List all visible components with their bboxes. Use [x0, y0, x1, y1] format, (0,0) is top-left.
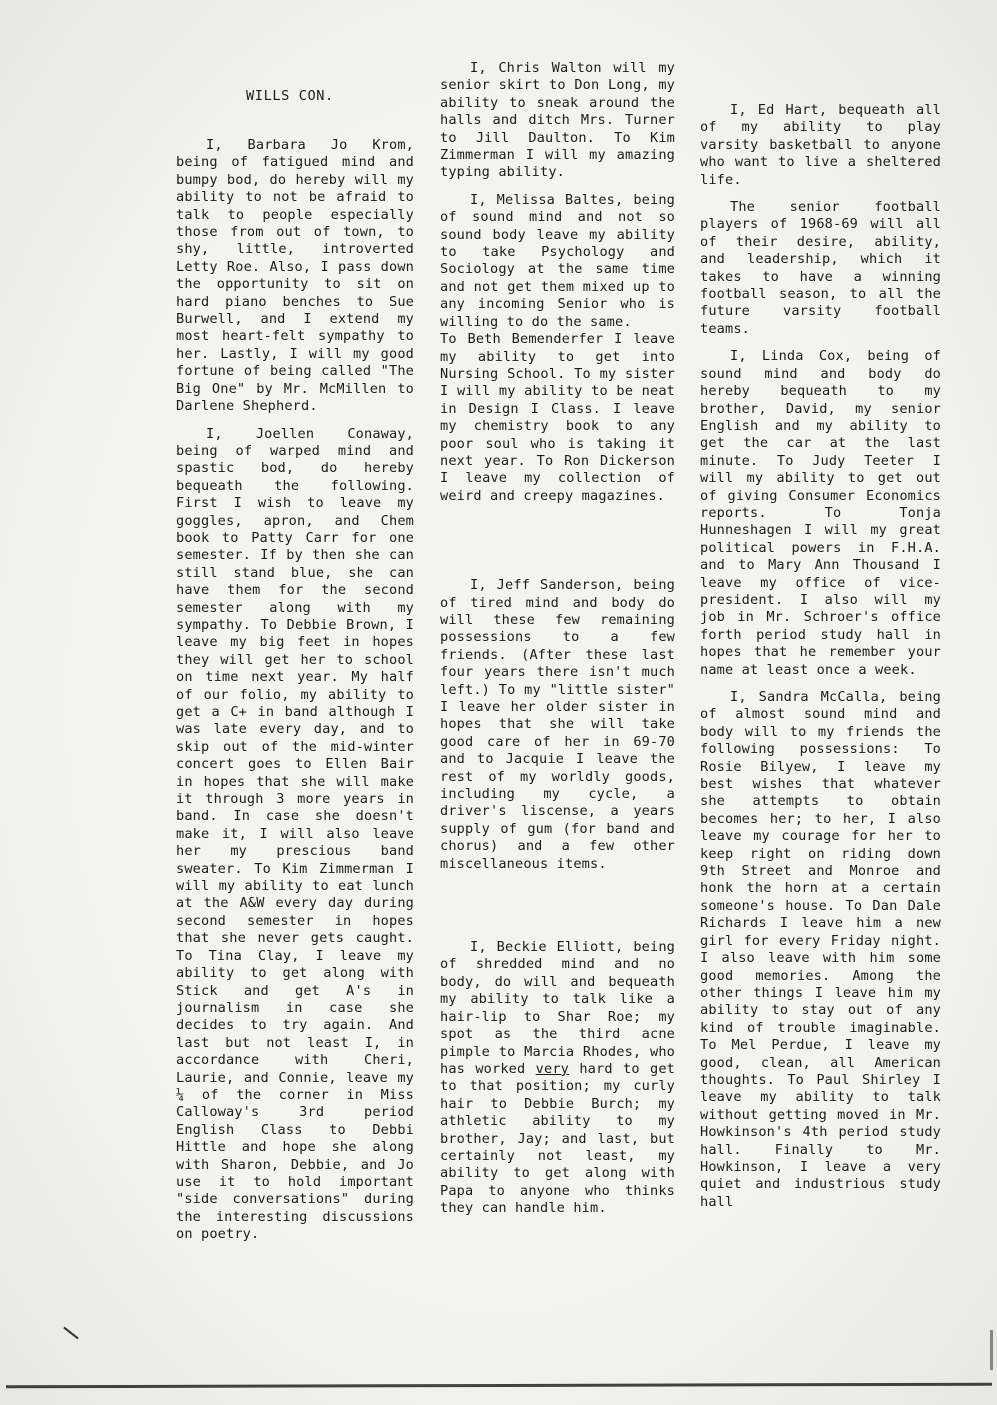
- will-sandra-mccalla: I, Sandra McCalla, being of almost sound mind and body will to my friends the following possessions: To Rosie Bilyew, I leave my best wishes that whatever she attempts to obtain becomes her; to her, I also leave my courage for her to keep right on riding down 9th Street and Monroe and honk the horn at a certain someone's house. To Dan Dale Richards I leave him a new girl for every Friday night. I also leave with him some good memories. Among the other things I leave him my ability to stay out of any kind of trouble imaginable. To Mel Perdue, I leave my good, clean, all American thoughts. To Paul Shirley I leave my ability to talk without getting moved in Mr. Howkinson's 4th period study hall. Finally to Mr. Howkinson, I leave a very quiet and industrious study hall: [700, 689, 941, 1210]
- beckie-text-b: hard to get to that position; my curly hair to Debbie Burch; my athletic ability to my brother, Jay; and last, but certainly not least, my ability to get along with Papa to anyone who thinks they can handle him.: [440, 1060, 675, 1217]
- will-jeff-sanderson: I, Jeff Sanderson, being of tired mind and body do will these few remaining possessions to a few friends. (After these last four years there isn't much left.) To my "little sister" I leave her older sister in hopes that she will take good care of her in 69-70 and to Jacquie I leave the rest of my worldly goods, including my cycle, a driver's liscense, a years supply of gum (for band and chorus) and a few other miscellaneous items.: [440, 577, 675, 872]
- page-heading: WILLS CON.: [246, 88, 334, 104]
- will-beckie-elliott: [440, 939, 675, 1218]
- column-middle: [440, 60, 675, 1228]
- will-ed-hart: I, Ed Hart, bequeath all of my ability to play varsity basketball to anyone who want to live a sheltered life.: [700, 102, 941, 188]
- spacer: [440, 515, 675, 577]
- will-melissa-baltes-cont: To Beth Bemenderfer I leave my ability to get into Nursing School. To my sister I will my ability to be neat in Design I Class. I leave my chemistry book to any poor soul who is taking it next year. To Ron Dickerson I leave my collection of weird and creepy magazines.: [440, 331, 675, 504]
- underlined-word: very: [535, 1060, 570, 1077]
- will-linda-cox: I, Linda Cox, being of sound mind and body do hereby bequeath to my brother, David, my senior English and my ability to get the car at the last minute. To Judy Teeter I will my ability to get out of giving Consumer Economics reports. To Tonja Hunneshagen I will my great political powers in F.H.A. and to Mary Ann Thousand I leave my office of vice-president. I also will my job in Mr. Schroer's office forth period study hall in hopes that he remember your name at least once a week.: [700, 348, 941, 678]
- beckie-text-a: I, Beckie Elliott, being of shredded mind and no body, do will and bequeath my ability to talk like a hair-lip to Shar Roe; my spot as the third acne pimple to Marcia Rhodes, who has worked: [440, 939, 675, 1077]
- will-barbara-krom: I, Barbara Jo Krom, being of fatigued mind and bumpy bod, do hereby will my ability to not be afraid to talk to people especially those from out of town, to shy, little, introverted Letty Roe. Also, I pass down the opportunity to sit on hard piano benches to Sue Burwell, and I extend my most heart-felt sympathy to her. Lastly, I will my good fortune of being called "The Big One" by Mr. McMillen to Darlene Shepherd.: [176, 137, 414, 415]
- column-right: [700, 102, 941, 1221]
- bottom-rule: [6, 1383, 992, 1389]
- pen-mark: [63, 1327, 78, 1340]
- will-chris-walton: I, Chris Walton will my senior skirt to Don Long, my ability to sneak around the halls and ditch Mrs. Turner to Jill Daulton. To Kim Zimmerman I will my amazing typing ability.: [440, 60, 675, 181]
- page-edge-mark: [990, 1330, 993, 1370]
- column-left: [176, 137, 414, 1254]
- spacer: [440, 883, 675, 939]
- will-senior-football-players: The senior football players of 1968-69 will all of their desire, ability, and leadership, which it takes to have a winning football season, to all the future varsity football teams.: [700, 199, 941, 337]
- will-joellen-conaway: I, Joellen Conaway, being of warped mind and spastic bod, do hereby bequeath the following. First I wish to leave my goggles, apron, and Chem book to Patty Carr for one semester. If by then she can still stand blue, she can have them for the second semester along with my sympathy. To Debbie Brown, I leave my big feet in hopes they will get her to school on time next year. My half of our folio, my ability to get a C+ in band although I was late every day, and to skip out of the mid-winter concert goes to Ellen Bair in hopes that she will make it through 3 more years in band. In case she doesn't make it, I will also leave her my prescious band sweater. To Kim Zimmerman I will my ability to eat lunch at the A&W every day during second semester in hopes that she never gets caught. To Tina Clay, I leave my ability to get along with Stick and get A's in journalism in case she decides to try again. And last but not least I, in accordance with Cheri, Laurie, and Connie, leave my ¼ of the corner in Miss Calloway's 3rd period English Class to Debbi Hittle and hope she along with Sharon, Debbie, and Jo use it to hold important "side conversations" during the interesting discussions on poetry.: [176, 425, 414, 1243]
- will-melissa-baltes: I, Melissa Baltes, being of sound mind and not so sound body leave my ability to take Psychology and Sociology at the same time and not get them mixed up to any incoming Senior who is willing to do the same.: [440, 191, 675, 330]
